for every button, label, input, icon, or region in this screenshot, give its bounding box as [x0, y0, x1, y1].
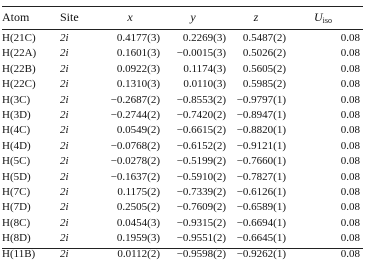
cell-uiso: 0.08 — [340, 247, 360, 260]
cell-site: 2i — [60, 232, 69, 245]
cell-uiso: 0.08 — [340, 109, 360, 122]
table-row — [2, 185, 365, 200]
table-row — [2, 62, 365, 77]
cell-atom: H(22C) — [2, 78, 36, 91]
cell-site: 2i — [60, 139, 69, 152]
cell-uiso: 0.08 — [340, 78, 360, 91]
cell-y: −0.5910(2) — [176, 170, 226, 183]
cell-site: 2i — [60, 124, 69, 137]
cell-y: −0.8553(2) — [176, 93, 226, 106]
cell-uiso: 0.08 — [340, 170, 360, 183]
cell-z: −0.9797(1) — [236, 93, 286, 106]
cell-y: −0.7420(2) — [176, 109, 226, 122]
top-rule — [2, 6, 363, 7]
cell-z: −0.7660(1) — [236, 155, 286, 168]
coordinates-table — [2, 10, 365, 262]
header-atom: Atom — [2, 10, 30, 24]
table-row — [2, 93, 365, 108]
cell-atom: H(8C) — [2, 216, 31, 229]
cell-x: 0.1310(3) — [116, 78, 160, 91]
cell-site: 2i — [60, 32, 69, 44]
cell-site: 2i — [60, 170, 69, 183]
cell-uiso: 0.08 — [340, 139, 360, 152]
cell-y: −0.6152(2) — [176, 139, 226, 152]
cell-y: 0.0110(3) — [183, 78, 226, 91]
cell-uiso: 0.08 — [340, 232, 360, 245]
header-y: y — [190, 10, 196, 24]
cell-atom: H(11B) — [2, 247, 36, 260]
cell-site: 2i — [60, 109, 69, 122]
header-site: Site — [60, 10, 79, 24]
cell-z: −0.7827(1) — [236, 170, 286, 183]
cell-x: 0.0454(3) — [116, 216, 160, 229]
cell-z: −0.6645(1) — [236, 232, 286, 245]
cell-x: −0.1637(2) — [110, 170, 160, 183]
header-uiso-subscript: iso — [322, 16, 332, 25]
cell-x: 0.0112(2) — [117, 247, 160, 260]
cell-z: 0.5026(2) — [242, 47, 286, 60]
header-x: x — [127, 10, 133, 24]
table-row — [2, 231, 365, 246]
cell-z: −0.6589(1) — [236, 201, 286, 214]
table-row — [2, 247, 365, 262]
cell-y: −0.5199(2) — [176, 155, 226, 168]
cell-uiso: 0.08 — [340, 47, 360, 60]
table-row — [2, 154, 365, 169]
cell-y: −0.9551(2) — [176, 232, 226, 245]
cell-x: 0.1175(2) — [117, 186, 160, 199]
cell-z: 0.5605(2) — [242, 62, 286, 75]
cell-atom: H(4C) — [2, 124, 31, 137]
table-row — [2, 29, 365, 46]
cell-z: −0.6126(1) — [236, 186, 286, 199]
cell-x: 0.4177(3) — [116, 32, 160, 44]
cell-x: 0.1601(3) — [116, 47, 160, 60]
header-z: z — [253, 10, 259, 24]
cell-uiso: 0.08 — [340, 186, 360, 199]
cell-z: −0.9121(1) — [236, 139, 286, 152]
cell-x: 0.1959(3) — [116, 232, 160, 245]
cell-site: 2i — [60, 186, 69, 199]
cell-x: 0.0922(3) — [116, 62, 160, 75]
table-row — [2, 139, 365, 154]
cell-x: −0.2687(2) — [110, 93, 160, 106]
header-row — [2, 10, 365, 29]
cell-atom: H(7C) — [2, 186, 31, 199]
cell-x: −0.0278(2) — [110, 155, 160, 168]
table-row — [2, 170, 365, 185]
cell-site: 2i — [60, 247, 69, 260]
cell-x: −0.0768(2) — [110, 139, 160, 152]
cell-uiso: 0.08 — [340, 32, 360, 44]
table-row — [2, 216, 365, 231]
cell-y: −0.7339(2) — [176, 186, 226, 199]
cell-uiso: 0.08 — [340, 201, 360, 214]
cell-atom: H(22A) — [2, 47, 37, 60]
cell-atom: H(22B) — [2, 62, 36, 75]
cell-y: −0.0015(3) — [176, 47, 226, 60]
cell-uiso: 0.08 — [340, 155, 360, 168]
cell-uiso: 0.08 — [340, 124, 360, 137]
cell-z: 0.5985(2) — [242, 78, 286, 91]
cell-y: −0.7609(2) — [176, 201, 226, 214]
cell-uiso: 0.08 — [340, 62, 360, 75]
cell-site: 2i — [60, 62, 69, 75]
cell-z: −0.6694(1) — [236, 216, 286, 229]
cell-y: −0.9598(2) — [176, 247, 226, 260]
cell-z: 0.5487(2) — [242, 32, 286, 44]
cell-site: 2i — [60, 78, 69, 91]
cell-y: 0.2269(3) — [182, 32, 226, 44]
cell-site: 2i — [60, 47, 69, 60]
table-row — [2, 200, 365, 215]
cell-atom: H(7D) — [2, 201, 31, 214]
cell-y: 0.1174(3) — [183, 62, 226, 75]
table-body — [2, 29, 365, 262]
cell-site: 2i — [60, 155, 69, 168]
cell-atom: H(5D) — [2, 170, 31, 183]
table-header — [2, 10, 365, 29]
cell-x: 0.0549(2) — [116, 124, 160, 137]
cell-site: 2i — [60, 216, 69, 229]
cell-site: 2i — [60, 201, 69, 214]
cell-atom: H(3C) — [2, 93, 31, 106]
table-row — [2, 123, 365, 138]
cell-atom: H(4D) — [2, 139, 31, 152]
table-row — [2, 108, 365, 123]
cell-z: −0.8947(1) — [236, 109, 286, 122]
header-uiso — [286, 10, 365, 29]
cell-atom: H(3D) — [2, 109, 31, 122]
cell-z: −0.9262(1) — [236, 247, 286, 260]
table-row — [2, 46, 365, 61]
cell-y: −0.6615(2) — [176, 124, 226, 137]
table-row — [2, 77, 365, 92]
cell-uiso: 0.08 — [340, 216, 360, 229]
cell-x: 0.2505(2) — [116, 201, 160, 214]
cell-atom: H(8D) — [2, 232, 31, 245]
cell-atom: H(21C) — [2, 32, 36, 44]
cell-atom: H(5C) — [2, 155, 31, 168]
cell-y: −0.9315(2) — [176, 216, 226, 229]
cell-uiso: 0.08 — [340, 93, 360, 106]
cell-x: −0.2744(2) — [110, 109, 160, 122]
cell-site: 2i — [60, 93, 69, 106]
header-uiso-main: U — [313, 10, 323, 24]
cell-z: −0.8820(1) — [236, 124, 286, 137]
